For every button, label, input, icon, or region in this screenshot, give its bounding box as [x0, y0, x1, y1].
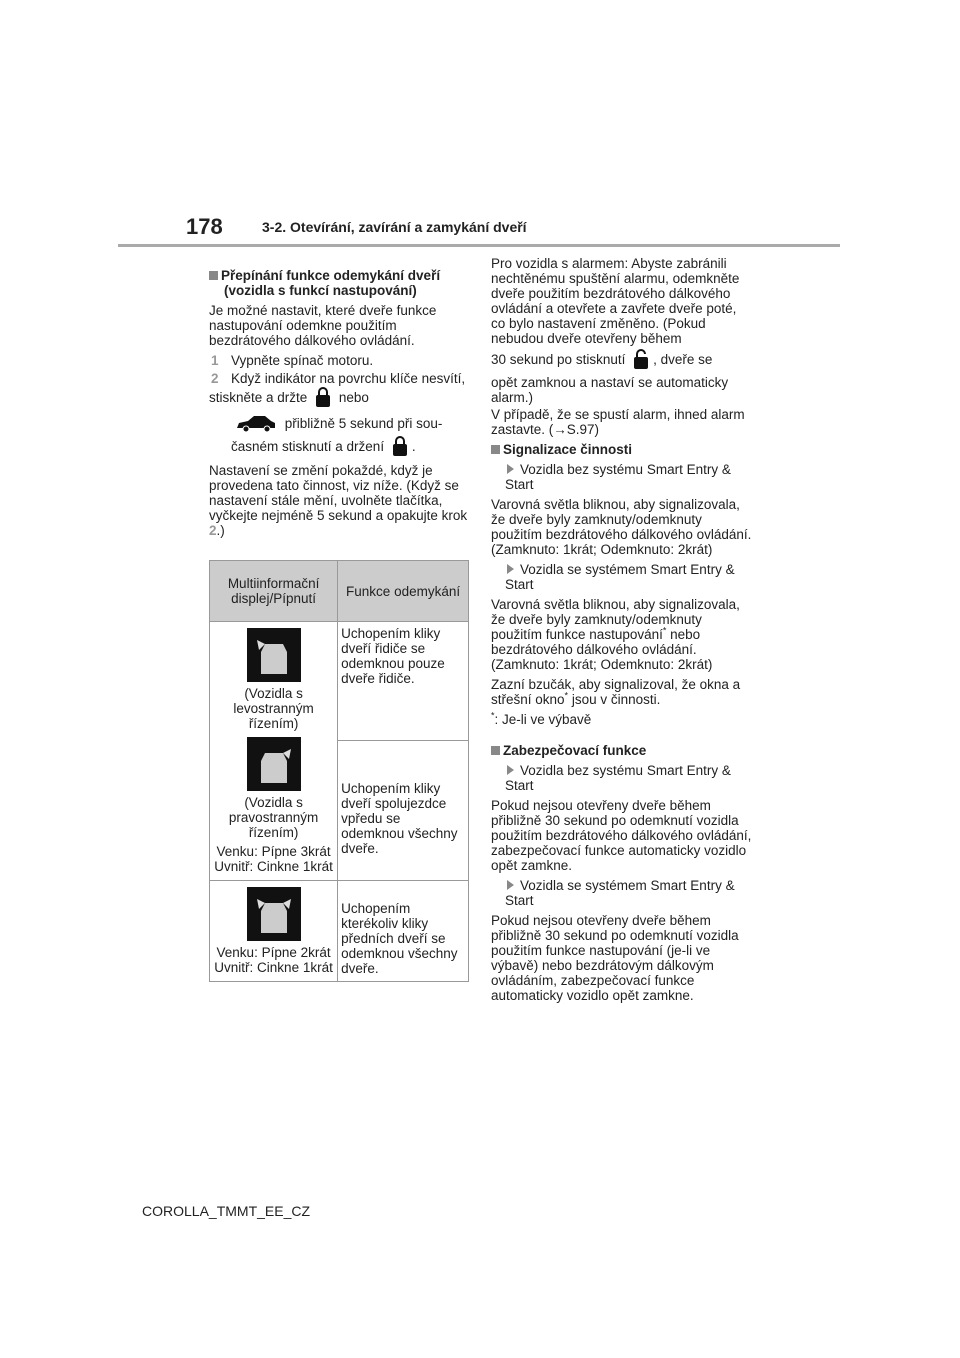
square-bullet-icon: [209, 271, 218, 280]
car-door-display-icon: [247, 737, 301, 791]
security-text-2: Pokud nejsou otevřeny dveře během přibližně 30 sekund po odemknutí vozidla použitím funkce nastupování (je-li ve výbavě) nebo bezdrátovým dálkovým ovládáním, zabezpečovací funkce automaticky vozidlo opět zamkne.: [491, 913, 739, 1003]
table-header-function: Funkce odemykání: [338, 561, 469, 622]
lock-icon: [392, 435, 408, 460]
triangle-bullet-icon: [507, 880, 514, 890]
car-icon: [235, 414, 277, 435]
signal-text-2b: (Zamknuto: 1krát; Odemknuto: 2krát): [491, 657, 713, 672]
step-2-cont: přibližně 5 sekund při sou- časném stisknutí a držení .: [209, 414, 471, 460]
intro-text: Je možné nastavit, které dveře funkce nastupování odemkne použitím bezdrátového dálkového ovládání.: [209, 303, 437, 348]
security-text-1: Pokud nejsou otevřeny dveře během přibližně 30 sekund po odemknutí vozidla použitím bezdrátového dálkového ovládání, zabezpečovací funkce automaticky vozidlo opět zamkne.: [491, 798, 752, 873]
lock-icon: [315, 386, 331, 411]
header-rule: [118, 244, 840, 247]
triangle-bullet-icon: [507, 564, 514, 574]
heading-door-unlock: Přepínání funkce odemykání dveří (vozidla s funkcí nastupování): [209, 268, 471, 298]
sub-with-smart-entry-2: Vozidla se systémem Smart Entry & Start: [505, 878, 735, 908]
document-code: COROLLA_TMMT_EE_CZ: [142, 1203, 311, 1219]
signal-text-3: Zazní bzučák, aby signalizoval, že okna a střešní okno* jsou v činnosti.: [491, 677, 741, 707]
table-cell-passenger-door: Uchopením kliky dveří spolujezdce vpředu se odemknou všechny dveře.: [338, 741, 469, 881]
step-1: 1 Vypněte spínač motoru.: [211, 353, 374, 368]
table-cell-signal: (Vozidla s levostranným řízením) (Vozidla s pravostranným řízením) Venku: Pípne 3krát Uvnitř: Cinkne 1krát: [210, 622, 338, 881]
sub-with-smart-entry: Vozidla se systémem Smart Entry & Start: [505, 562, 735, 592]
right-column: [491, 256, 753, 1008]
square-bullet-icon: [491, 445, 500, 454]
step-2: 2 Když indikátor na povrchu klíče nesvítí, stiskněte a držte nebo: [209, 371, 471, 411]
alarm-text-3: opět zamknou a nastaví se automaticky alarm.): [491, 375, 729, 405]
alarm-text-2: 30 sekund po stisknutí , dveře se: [491, 348, 753, 373]
signal-text-2: Varovná světla bliknou, aby signalizovala, že dveře byly zamknuty/odemknuty použitím funkce nastupování* nebo bezdrátového dálkového ovládání.: [491, 597, 740, 657]
footnote: *: Je-li ve výbavě: [491, 710, 592, 727]
unlock-settings-table: [209, 560, 469, 982]
alarm-text-4: V případě, že se spustí alarm, ihned alarm zastavte. (→S.97): [491, 407, 745, 437]
page-number: 178: [186, 214, 223, 239]
alarm-text: Pro vozidla s alarmem: Abyste zabránili nechtěnému spuštění alarmu, odemkněte dveře použitím bezdrátového dálkového ovládání a otevřete a zavřete dveře poté, co bylo nastavení změněno. (Pokud nebudou dveře otevřeny během: [491, 256, 740, 346]
heading-security: Zabezpečovací funkce: [491, 743, 753, 758]
table-cell-signal-all: Venku: Pípne 2krát Uvnitř: Cinkne 1krát: [210, 881, 338, 982]
car-door-display-icon: [247, 628, 301, 682]
heading-signal: Signalizace činnosti: [491, 442, 753, 457]
triangle-bullet-icon: [507, 765, 514, 775]
car-door-display-icon: [247, 887, 301, 941]
table-cell-any-door: Uchopením kterékoliv kliky předních dveří se odemknou všechny dveře.: [338, 881, 469, 982]
sub-without-smart-entry: Vozidla bez systému Smart Entry & Start: [505, 462, 731, 492]
table-cell-driver-door: Uchopením kliky dveří řidiče se odemknou pouze dveře řidiče.: [338, 622, 469, 741]
sub-without-smart-entry-2: Vozidla bez systému Smart Entry & Start: [505, 763, 731, 793]
table-header-signal: Multiinformační displej/Pípnutí: [210, 561, 338, 622]
left-column: [209, 268, 471, 543]
triangle-bullet-icon: [507, 464, 514, 474]
signal-text-1b: (Zamknuto: 1krát; Odemknuto: 2krát): [491, 542, 713, 557]
unlock-icon: [633, 348, 649, 373]
signal-text-1: Varovná světla bliknou, aby signalizovala, že dveře byly zamknuty/odemknuty použitím bezdrátového dálkového ovládání.: [491, 497, 752, 542]
note-text: Nastavení se změní pokaždé, když je provedena tato činnost, viz níže. (Když se nastavení stále mění, uvolněte tlačítka, vyčkejte nejméně 5 sekund a opakujte krok 2.): [209, 463, 468, 538]
square-bullet-icon: [491, 746, 500, 755]
section-title: 3-2. Otevírání, zavírání a zamykání dveří: [262, 219, 527, 235]
